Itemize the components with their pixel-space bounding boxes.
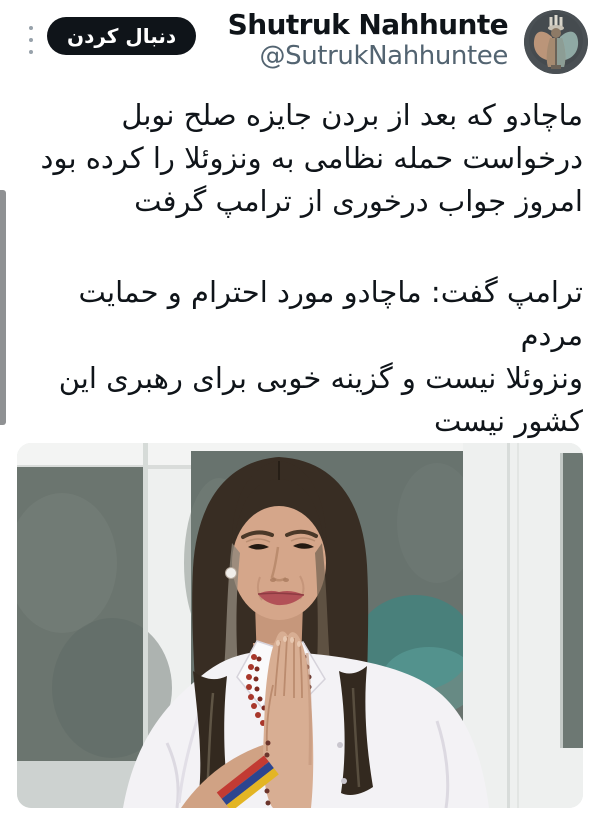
tweet-line: امروز جواب درخوری از ترامپ گرفت	[134, 184, 583, 218]
tweet-line: ماچادو که بعد از بردن جایزه صلح نوبل	[121, 98, 583, 132]
tweet-line: درخواست حمله نظامی به ونزوئلا را کرده بود	[40, 141, 583, 175]
avatar[interactable]	[524, 10, 588, 74]
tweet-line: ونزوئلا نیست و گزینه خوبی برای رهبری این	[58, 361, 583, 395]
tweet-paragraph-2	[17, 271, 583, 443]
more-menu-button[interactable]	[22, 26, 40, 54]
winged-statue-avatar	[524, 10, 588, 74]
tweet-text	[17, 94, 583, 443]
scrollbar-thumb[interactable]	[0, 190, 6, 425]
tweet-paragraph-1	[17, 94, 583, 223]
tweet-header	[0, 0, 600, 78]
follow-button[interactable]: دنبال کردن	[47, 17, 196, 55]
display-name[interactable]: Shutruk Nahhunte	[227, 8, 508, 41]
tweet-line: کشور نیست	[433, 404, 583, 438]
photo-illustration	[17, 443, 583, 808]
user-handle[interactable]: @SutrukNahhuntee	[259, 41, 508, 71]
user-names	[228, 8, 508, 71]
tweet-photo[interactable]	[17, 443, 583, 808]
more-vertical-icon	[29, 26, 33, 30]
tweet-line: ترامپ گفت: ماچادو مورد احترام و حمایت مردم	[78, 275, 583, 352]
